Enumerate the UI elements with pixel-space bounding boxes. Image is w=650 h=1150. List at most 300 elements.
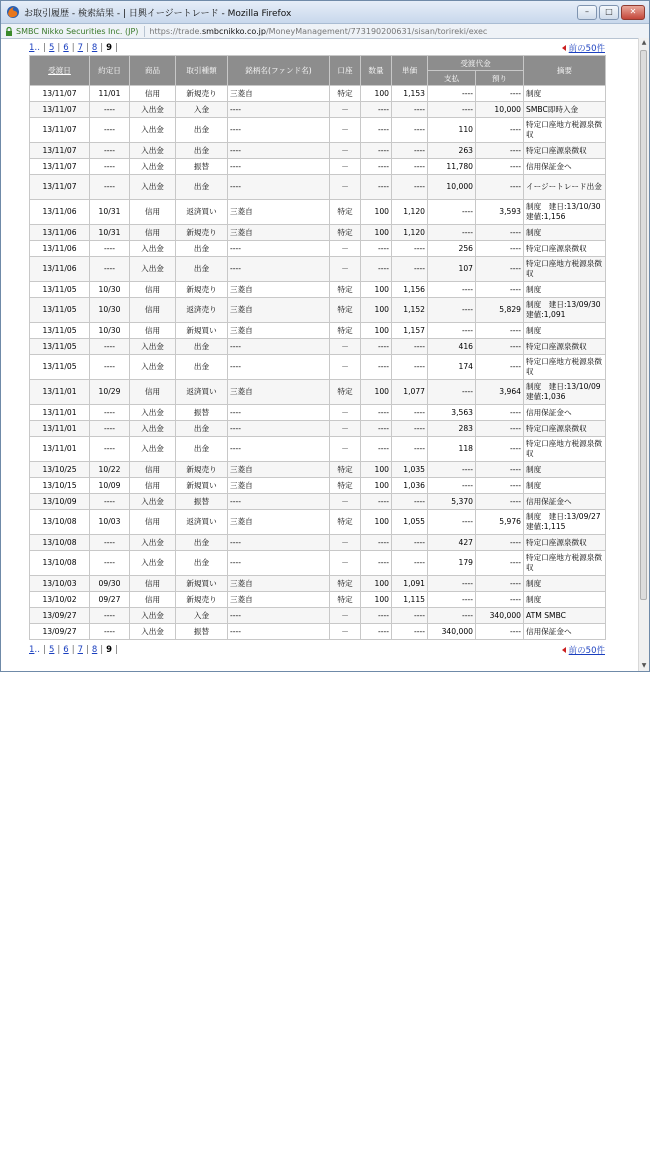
- cell-name: 三菱自: [228, 298, 330, 323]
- header-settle-date[interactable]: 受渡日: [30, 56, 90, 86]
- cell-qty: ----: [361, 535, 392, 551]
- cell-account: －: [330, 175, 361, 200]
- table-row: [30, 608, 606, 624]
- cell-price: 1,035: [392, 462, 428, 478]
- cell-qty: 100: [361, 200, 392, 225]
- cell-type: 振替: [176, 494, 228, 510]
- cell-qty: 100: [361, 298, 392, 323]
- cell-qty: ----: [361, 159, 392, 175]
- cell-trade: ----: [90, 624, 130, 640]
- cell-settle: 13/11/07: [30, 175, 90, 200]
- table-row: [30, 421, 606, 437]
- cell-name: 三菱自: [228, 576, 330, 592]
- cell-recv: ----: [476, 143, 524, 159]
- cell-account: －: [330, 257, 361, 282]
- cell-type: 返済買い: [176, 510, 228, 535]
- cell-name: 三菱自: [228, 200, 330, 225]
- cell-settle: 13/10/08: [30, 551, 90, 576]
- cell-pay: ----: [428, 200, 476, 225]
- table-row: [30, 118, 606, 143]
- cell-qty: ----: [361, 437, 392, 462]
- cell-pay: ----: [428, 225, 476, 241]
- cell-pay: 283: [428, 421, 476, 437]
- cell-type: 返済売り: [176, 298, 228, 323]
- cell-price: 1,120: [392, 200, 428, 225]
- url-text[interactable]: https://trade.smbcnikko.co.jp/MoneyManagement/773190200631/sisan/torireki/exec: [149, 26, 488, 36]
- cell-settle: 13/11/07: [30, 159, 90, 175]
- cell-recv: ----: [476, 421, 524, 437]
- page-links: 1‥ | 5 | 6 | 7 | 8 | 9 |: [29, 645, 118, 655]
- lock-icon: [5, 27, 13, 36]
- cell-product: 信用: [130, 510, 176, 535]
- cell-recv: ----: [476, 624, 524, 640]
- cell-recv: ----: [476, 405, 524, 421]
- cell-trade: ----: [90, 159, 130, 175]
- table-row: [30, 405, 606, 421]
- cell-settle: 13/10/02: [30, 592, 90, 608]
- cell-price: ----: [392, 494, 428, 510]
- header-qty: 数量: [361, 56, 392, 86]
- cell-price: ----: [392, 339, 428, 355]
- cell-account: －: [330, 405, 361, 421]
- cell-account: －: [330, 102, 361, 118]
- cell-price: ----: [392, 118, 428, 143]
- cell-settle: 13/09/27: [30, 624, 90, 640]
- page-link[interactable]: 7: [77, 43, 83, 53]
- cell-memo: ATM SMBC: [524, 608, 606, 624]
- header-price: 単価: [392, 56, 428, 86]
- page-link[interactable]: 8: [91, 645, 98, 655]
- cell-qty: ----: [361, 494, 392, 510]
- cell-settle: 13/11/06: [30, 241, 90, 257]
- cell-trade: ----: [90, 494, 130, 510]
- transaction-table: [29, 55, 609, 640]
- cell-qty: ----: [361, 143, 392, 159]
- cell-account: 特定: [330, 478, 361, 494]
- cell-price: 1,152: [392, 298, 428, 323]
- maximize-button[interactable]: □: [599, 5, 619, 20]
- cell-pay: ----: [428, 478, 476, 494]
- cell-name: ----: [228, 159, 330, 175]
- cell-pay: 118: [428, 437, 476, 462]
- cell-recv: 5,829: [476, 298, 524, 323]
- cell-recv: ----: [476, 462, 524, 478]
- table-row: [30, 355, 606, 380]
- cell-memo: 制度: [524, 576, 606, 592]
- page-content: [1, 38, 639, 671]
- cell-memo: イージートレード出金: [524, 175, 606, 200]
- cell-type: 出金: [176, 339, 228, 355]
- cell-memo: 特定口座源泉徴収: [524, 421, 606, 437]
- cell-price: ----: [392, 551, 428, 576]
- cell-pay: 263: [428, 143, 476, 159]
- cell-name: 三菱自: [228, 323, 330, 339]
- page-link-first[interactable]: 1: [29, 645, 35, 655]
- cell-trade: ----: [90, 421, 130, 437]
- address-bar[interactable]: [1, 24, 649, 39]
- cell-memo: 信用保証金へ: [524, 405, 606, 421]
- cell-product: 入出金: [130, 241, 176, 257]
- table-row: [30, 551, 606, 576]
- cell-trade: ----: [90, 257, 130, 282]
- cell-memo: 特定口座地方税源泉徴収: [524, 257, 606, 282]
- cell-account: －: [330, 159, 361, 175]
- cell-product: 入出金: [130, 494, 176, 510]
- cell-product: 信用: [130, 462, 176, 478]
- cell-pay: ----: [428, 462, 476, 478]
- cell-name: ----: [228, 175, 330, 200]
- cell-trade: ----: [90, 551, 130, 576]
- cell-qty: 100: [361, 462, 392, 478]
- cell-name: ----: [228, 257, 330, 282]
- cell-settle: 13/11/05: [30, 339, 90, 355]
- cell-name: ----: [228, 421, 330, 437]
- prev-50-link[interactable]: 前の50件: [568, 646, 605, 656]
- cell-settle: 13/11/05: [30, 282, 90, 298]
- cell-type: 出金: [176, 143, 228, 159]
- cell-memo: 制度 建日:13/10/09 建値:1,036: [524, 380, 606, 405]
- window-title: お取引履歴 - 検索結果 - | 日興イージートレード - Mozilla Firefox: [24, 8, 292, 19]
- cell-trade: ----: [90, 102, 130, 118]
- cell-memo: 制度: [524, 478, 606, 494]
- table-row: [30, 175, 606, 200]
- cell-product: 信用: [130, 380, 176, 405]
- page-link[interactable]: 5: [48, 645, 55, 655]
- cell-product: 入出金: [130, 257, 176, 282]
- cell-type: 出金: [176, 241, 228, 257]
- table-row: [30, 86, 606, 102]
- page-link[interactable]: 7: [77, 645, 83, 655]
- cell-settle: 13/11/07: [30, 102, 90, 118]
- cell-account: －: [330, 339, 361, 355]
- cell-price: ----: [392, 102, 428, 118]
- title-bar: [1, 1, 649, 24]
- cell-account: 特定: [330, 510, 361, 535]
- header-memo: 摘要: [524, 56, 606, 86]
- table-row: [30, 624, 606, 640]
- cell-qty: 100: [361, 478, 392, 494]
- pager-bottom: [29, 643, 605, 657]
- cell-settle: 13/11/01: [30, 437, 90, 462]
- table-row: [30, 535, 606, 551]
- cell-product: 入出金: [130, 339, 176, 355]
- page-link[interactable]: 6: [63, 645, 69, 655]
- cell-name: ----: [228, 405, 330, 421]
- cell-qty: ----: [361, 102, 392, 118]
- cell-price: 1,077: [392, 380, 428, 405]
- prev-arrow-icon: [562, 647, 566, 653]
- prev-arrow-icon: [562, 45, 566, 51]
- cell-name: 三菱自: [228, 462, 330, 478]
- cell-settle: 13/11/01: [30, 421, 90, 437]
- cell-product: 信用: [130, 298, 176, 323]
- cell-recv: ----: [476, 86, 524, 102]
- cell-account: －: [330, 241, 361, 257]
- cell-type: 出金: [176, 355, 228, 380]
- cell-type: 振替: [176, 159, 228, 175]
- cell-qty: ----: [361, 118, 392, 143]
- cell-type: 新規買い: [176, 478, 228, 494]
- cell-price: 1,120: [392, 225, 428, 241]
- table-row: [30, 478, 606, 494]
- cell-pay: 179: [428, 551, 476, 576]
- cell-recv: ----: [476, 535, 524, 551]
- table-row: [30, 298, 606, 323]
- cell-pay: 5,370: [428, 494, 476, 510]
- cell-settle: 13/10/03: [30, 576, 90, 592]
- cell-trade: 10/30: [90, 282, 130, 298]
- header-name: 銘柄名(ファンド名): [228, 56, 330, 86]
- cell-recv: ----: [476, 437, 524, 462]
- cell-trade: 10/09: [90, 478, 130, 494]
- scroll-thumb[interactable]: [640, 50, 647, 600]
- cell-name: ----: [228, 339, 330, 355]
- current-page: 9: [106, 43, 113, 53]
- cell-name: ----: [228, 118, 330, 143]
- cell-memo: 制度: [524, 323, 606, 339]
- cell-account: 特定: [330, 592, 361, 608]
- cell-recv: ----: [476, 257, 524, 282]
- cell-pay: ----: [428, 323, 476, 339]
- cell-type: 返済買い: [176, 380, 228, 405]
- cell-recv: ----: [476, 159, 524, 175]
- cell-type: 振替: [176, 624, 228, 640]
- cell-recv: ----: [476, 551, 524, 576]
- cell-type: 新規買い: [176, 323, 228, 339]
- cell-name: ----: [228, 143, 330, 159]
- cell-trade: 10/30: [90, 323, 130, 339]
- scroll-down-icon[interactable]: ▼: [641, 662, 647, 669]
- cell-recv: 3,593: [476, 200, 524, 225]
- cell-type: 新規売り: [176, 282, 228, 298]
- site-identity[interactable]: SMBC Nikko Securities Inc. (JP): [16, 26, 139, 36]
- cell-settle: 13/11/06: [30, 257, 90, 282]
- cell-recv: 3,964: [476, 380, 524, 405]
- firefox-icon: [6, 5, 20, 19]
- cell-pay: 11,780: [428, 159, 476, 175]
- page-link[interactable]: 5: [48, 43, 55, 53]
- cell-trade: ----: [90, 143, 130, 159]
- cell-account: 特定: [330, 323, 361, 339]
- cell-settle: 13/11/07: [30, 118, 90, 143]
- cell-trade: ----: [90, 608, 130, 624]
- cell-qty: ----: [361, 421, 392, 437]
- cell-memo: 制度: [524, 225, 606, 241]
- cell-pay: 416: [428, 339, 476, 355]
- cell-type: 新規売り: [176, 462, 228, 478]
- table-row: [30, 241, 606, 257]
- cell-qty: ----: [361, 355, 392, 380]
- page-link[interactable]: 8: [91, 43, 98, 53]
- table-row: [30, 225, 606, 241]
- page-link-first[interactable]: 1: [29, 43, 35, 53]
- cell-recv: ----: [476, 225, 524, 241]
- cell-product: 入出金: [130, 405, 176, 421]
- cell-price: ----: [392, 143, 428, 159]
- cell-name: 三菱自: [228, 86, 330, 102]
- table-row: [30, 494, 606, 510]
- cell-type: 出金: [176, 551, 228, 576]
- cell-trade: 10/29: [90, 380, 130, 405]
- cell-recv: ----: [476, 118, 524, 143]
- cell-price: 1,055: [392, 510, 428, 535]
- header-trade-date: 約定日: [90, 56, 130, 86]
- cell-qty: 100: [361, 380, 392, 405]
- cell-account: 特定: [330, 282, 361, 298]
- table-row: [30, 200, 606, 225]
- cell-price: ----: [392, 421, 428, 437]
- cell-pay: 340,000: [428, 624, 476, 640]
- cell-account: －: [330, 608, 361, 624]
- cell-account: －: [330, 551, 361, 576]
- cell-product: 入出金: [130, 551, 176, 576]
- cell-qty: 100: [361, 592, 392, 608]
- cell-product: 入出金: [130, 102, 176, 118]
- cell-product: 入出金: [130, 535, 176, 551]
- cell-price: 1,036: [392, 478, 428, 494]
- cell-memo: 制度: [524, 592, 606, 608]
- cell-price: ----: [392, 257, 428, 282]
- cell-type: 新規売り: [176, 225, 228, 241]
- cell-settle: 13/11/01: [30, 380, 90, 405]
- cell-product: 入出金: [130, 159, 176, 175]
- cell-product: 信用: [130, 478, 176, 494]
- cell-name: ----: [228, 241, 330, 257]
- header-receive: 預り: [476, 71, 524, 86]
- cell-product: 信用: [130, 592, 176, 608]
- cell-recv: ----: [476, 339, 524, 355]
- table-row: [30, 437, 606, 462]
- cell-name: 三菱自: [228, 592, 330, 608]
- cell-memo: 信用保証金へ: [524, 159, 606, 175]
- cell-pay: ----: [428, 298, 476, 323]
- cell-memo: 特定口座地方税源泉徴収: [524, 437, 606, 462]
- minimize-button[interactable]: –: [577, 5, 597, 20]
- cell-settle: 13/11/05: [30, 355, 90, 380]
- cell-trade: 11/01: [90, 86, 130, 102]
- scroll-up-icon[interactable]: ▲: [641, 39, 647, 46]
- cell-account: 特定: [330, 380, 361, 405]
- cell-qty: ----: [361, 257, 392, 282]
- cell-recv: ----: [476, 592, 524, 608]
- cell-trade: 09/27: [90, 592, 130, 608]
- cell-settle: 13/09/27: [30, 608, 90, 624]
- cell-account: －: [330, 494, 361, 510]
- prev-50-link[interactable]: 前の50件: [568, 44, 605, 54]
- close-button[interactable]: ✕: [621, 5, 645, 20]
- cell-name: ----: [228, 355, 330, 380]
- header-amount: 受渡代金: [428, 56, 524, 71]
- cell-type: 出金: [176, 175, 228, 200]
- cell-memo: 特定口座地方税源泉徴収: [524, 355, 606, 380]
- cell-qty: ----: [361, 339, 392, 355]
- cell-pay: ----: [428, 380, 476, 405]
- cell-settle: 13/11/05: [30, 323, 90, 339]
- cell-trade: 10/30: [90, 298, 130, 323]
- cell-recv: ----: [476, 494, 524, 510]
- table-row: [30, 576, 606, 592]
- cell-settle: 13/11/06: [30, 200, 90, 225]
- cell-recv: 5,976: [476, 510, 524, 535]
- cell-trade: ----: [90, 405, 130, 421]
- cell-settle: 13/10/09: [30, 494, 90, 510]
- cell-product: 入出金: [130, 355, 176, 380]
- table-row: [30, 339, 606, 355]
- cell-type: 返済買い: [176, 200, 228, 225]
- cell-trade: 10/22: [90, 462, 130, 478]
- cell-qty: ----: [361, 551, 392, 576]
- cell-product: 入出金: [130, 421, 176, 437]
- cell-recv: ----: [476, 478, 524, 494]
- cell-product: 入出金: [130, 624, 176, 640]
- cell-name: 三菱自: [228, 380, 330, 405]
- table-row: [30, 462, 606, 478]
- cell-name: 三菱自: [228, 225, 330, 241]
- cell-settle: 13/10/08: [30, 510, 90, 535]
- cell-settle: 13/11/07: [30, 86, 90, 102]
- cell-type: 出金: [176, 421, 228, 437]
- cell-pay: 256: [428, 241, 476, 257]
- cell-price: ----: [392, 159, 428, 175]
- cell-pay: ----: [428, 86, 476, 102]
- cell-product: 信用: [130, 200, 176, 225]
- cell-settle: 13/11/06: [30, 225, 90, 241]
- cell-account: 特定: [330, 200, 361, 225]
- cell-qty: 100: [361, 225, 392, 241]
- cell-qty: ----: [361, 608, 392, 624]
- cell-memo: 制度 建日:13/10/30 建値:1,156: [524, 200, 606, 225]
- cell-price: ----: [392, 624, 428, 640]
- cell-memo: 制度: [524, 86, 606, 102]
- cell-pay: 10,000: [428, 175, 476, 200]
- page-link[interactable]: 6: [63, 43, 69, 53]
- cell-qty: ----: [361, 624, 392, 640]
- pager-top: [29, 41, 605, 55]
- cell-type: 振替: [176, 405, 228, 421]
- cell-price: 1,115: [392, 592, 428, 608]
- cell-type: 新規買い: [176, 576, 228, 592]
- cell-trade: ----: [90, 339, 130, 355]
- cell-price: ----: [392, 437, 428, 462]
- cell-price: ----: [392, 608, 428, 624]
- cell-price: 1,156: [392, 282, 428, 298]
- cell-trade: 10/31: [90, 200, 130, 225]
- vertical-scrollbar[interactable]: [638, 38, 649, 671]
- cell-qty: 100: [361, 576, 392, 592]
- cell-type: 新規売り: [176, 592, 228, 608]
- cell-trade: 09/30: [90, 576, 130, 592]
- cell-settle: 13/10/15: [30, 478, 90, 494]
- table-row: [30, 102, 606, 118]
- cell-trade: ----: [90, 241, 130, 257]
- cell-product: 入出金: [130, 175, 176, 200]
- cell-pay: 174: [428, 355, 476, 380]
- cell-trade: ----: [90, 175, 130, 200]
- cell-pay: 427: [428, 535, 476, 551]
- table-row: [30, 282, 606, 298]
- cell-recv: ----: [476, 241, 524, 257]
- cell-price: ----: [392, 405, 428, 421]
- cell-account: 特定: [330, 86, 361, 102]
- cell-product: 入出金: [130, 143, 176, 159]
- cell-recv: ----: [476, 576, 524, 592]
- cell-qty: 100: [361, 282, 392, 298]
- cell-price: 1,091: [392, 576, 428, 592]
- table-row: [30, 380, 606, 405]
- cell-name: ----: [228, 102, 330, 118]
- cell-qty: 100: [361, 323, 392, 339]
- cell-qty: 100: [361, 510, 392, 535]
